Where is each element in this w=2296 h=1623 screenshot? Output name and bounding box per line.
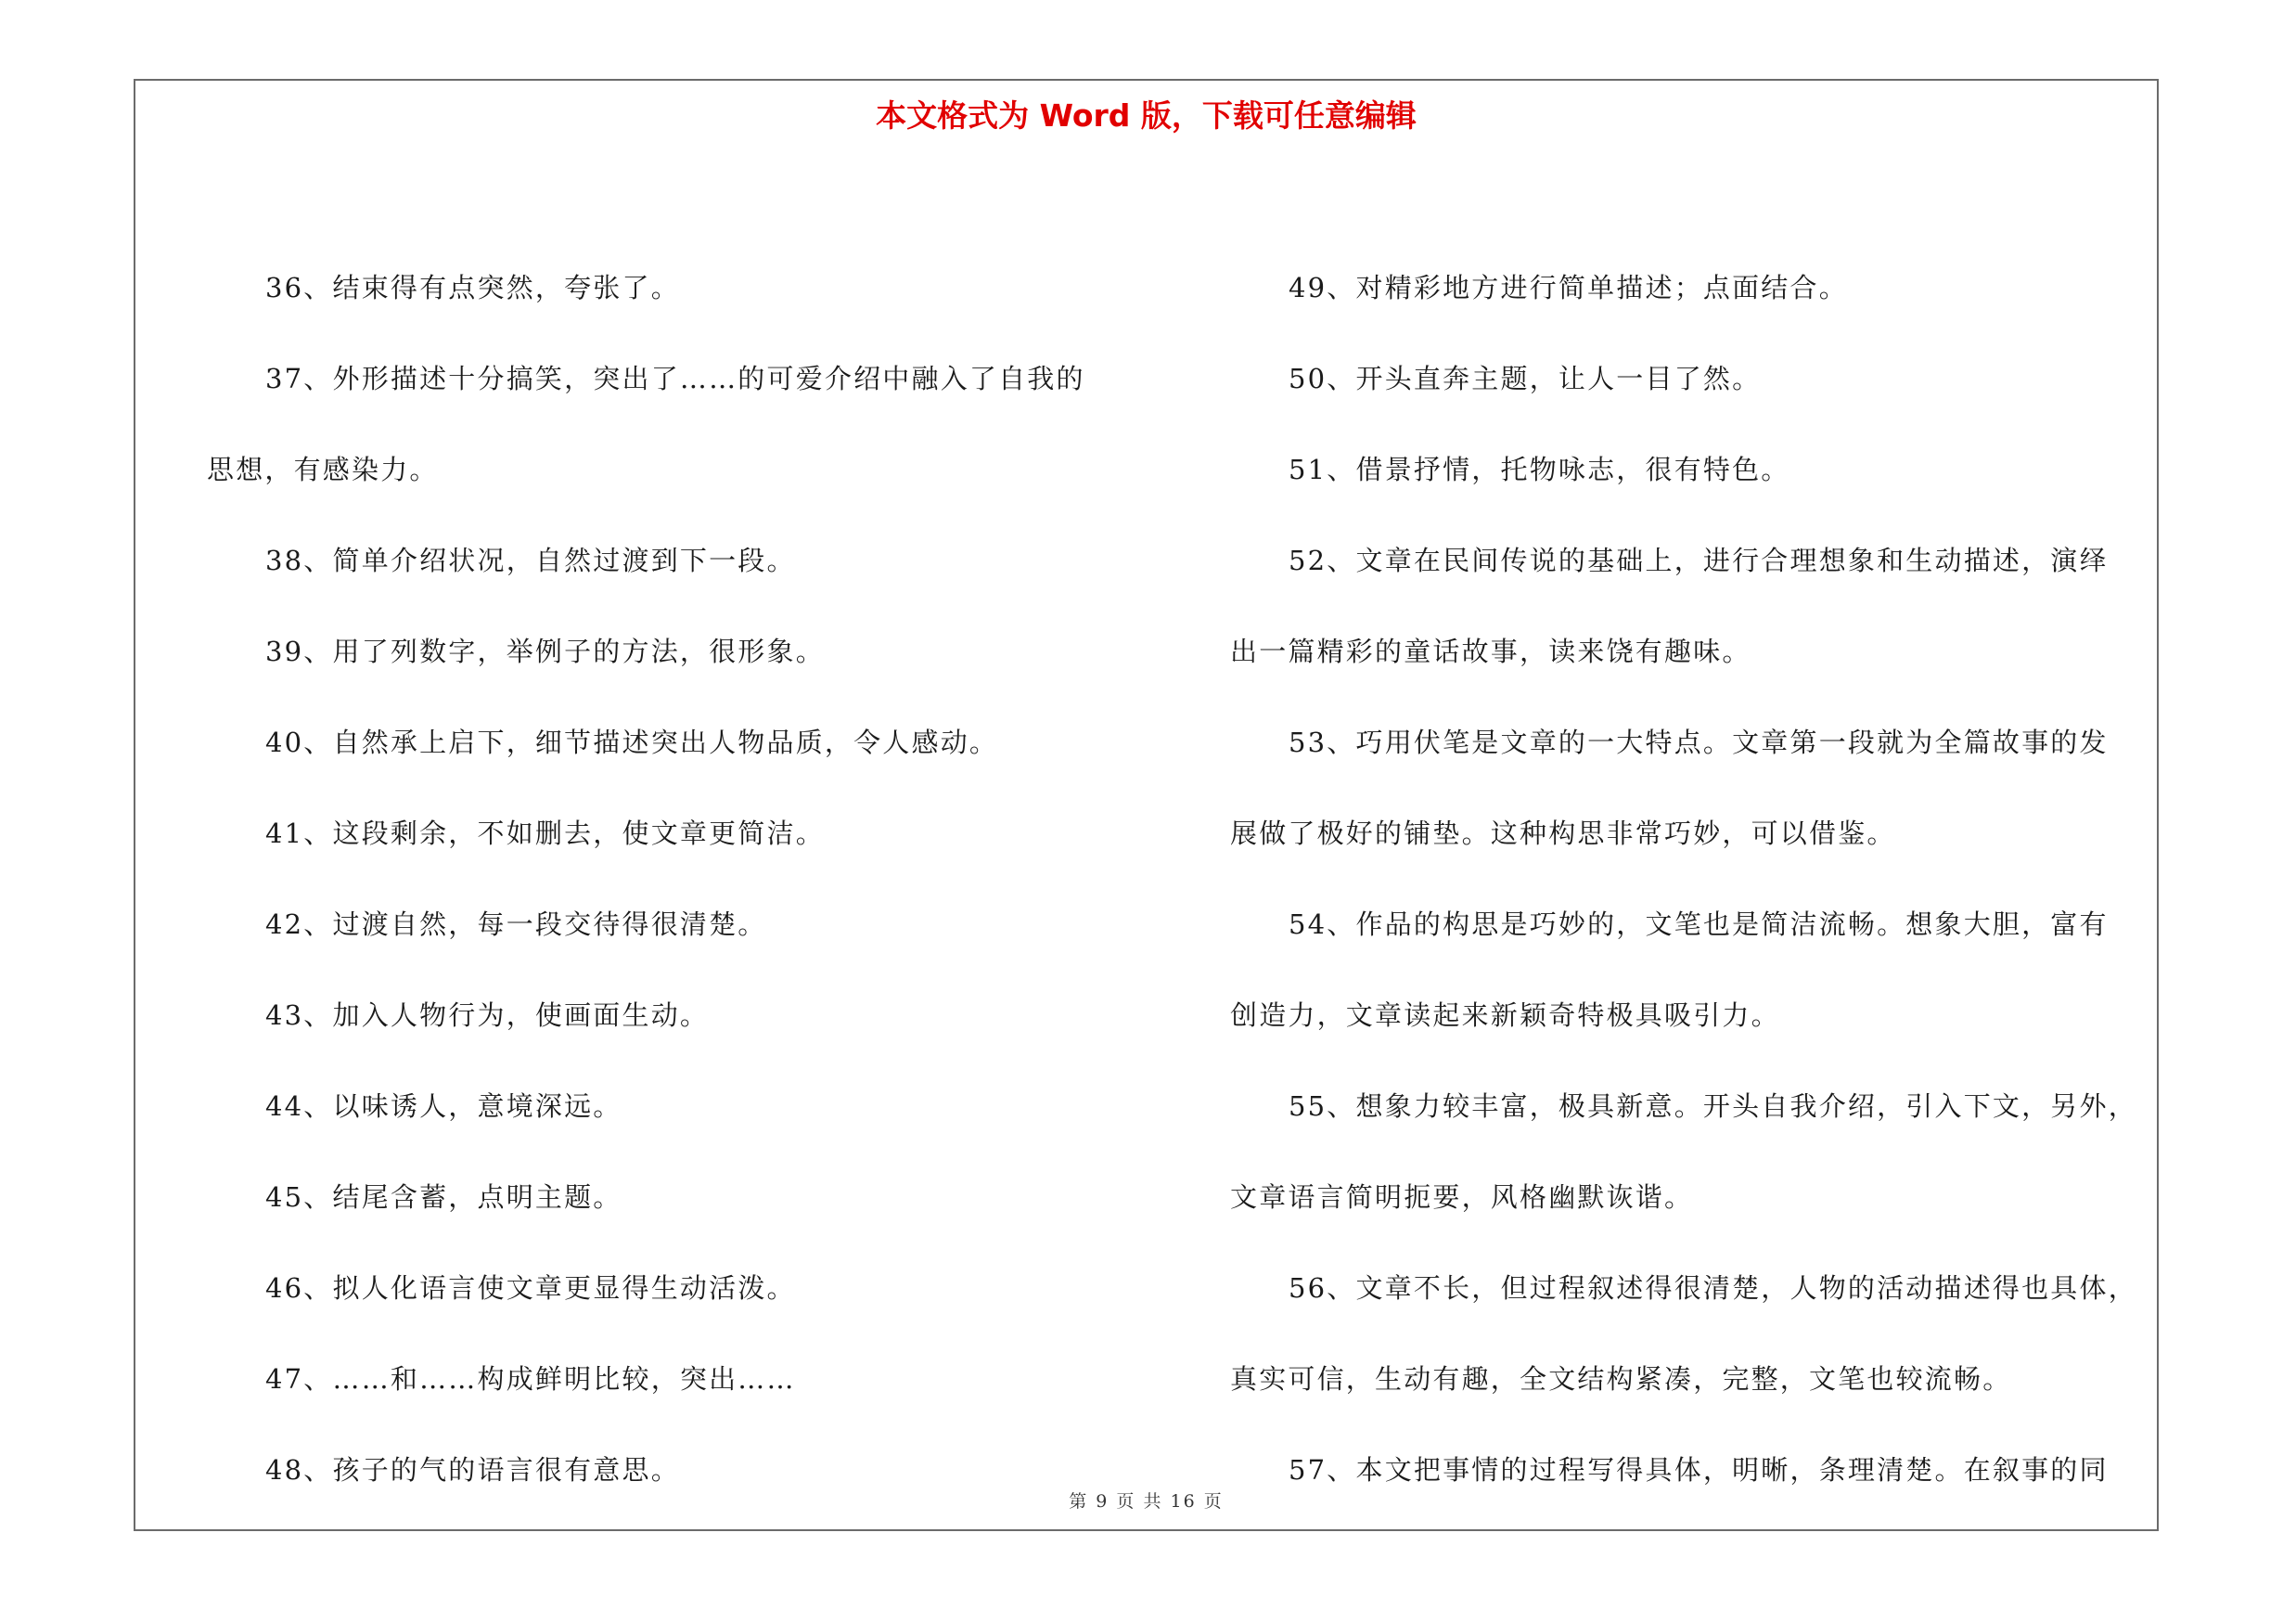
comment-line: 55、想象力较丰富，极具新意。开头自我介绍，引入下文，另外，: [1289, 1090, 2137, 1122]
comment-line: 45、结尾含蓄，点明主题。: [265, 1181, 622, 1213]
comment-item: [207, 606, 1135, 697]
comment-line: 42、过渡自然，每一段交待得很清楚。: [265, 908, 767, 940]
right-column: [1230, 242, 2148, 1515]
comment-line-continued: 展做了极好的铺垫。这种构思非常巧妙，可以借鉴。: [1230, 818, 1896, 849]
comment-item: [1230, 1061, 2148, 1243]
comment-item: [1230, 242, 2148, 333]
comment-line: 44、以味诱人，意境深远。: [265, 1090, 622, 1122]
comment-item: [207, 697, 1135, 788]
comment-line: 36、结束得有点突然，夸张了。: [265, 272, 680, 303]
comment-line: 57、本文把事情的过程写得具体，明晰，条理清楚。在叙事的同: [1289, 1454, 2109, 1486]
page-number: 第 9 页 共 16 页: [1069, 1491, 1224, 1512]
comment-item: [207, 1333, 1135, 1424]
comment-line: 37、外形描述十分搞笑，突出了……的可爱介绍中融入了自我的: [265, 363, 1085, 394]
comment-line-continued: 出一篇精彩的童话故事，读来饶有趣味。: [1230, 636, 1751, 667]
comment-line: 41、这段剩余，不如删去，使文章更简洁。: [265, 818, 825, 849]
comment-item: [207, 333, 1135, 515]
page-frame: [134, 79, 2159, 1531]
comment-item: [207, 788, 1135, 879]
comment-line-continued: 思想，有感染力。: [207, 454, 439, 485]
format-banner: 本文格式为 Word 版，下载可任意编辑: [876, 97, 1417, 134]
comment-item: [1230, 515, 2148, 697]
comment-line: 49、对精彩地方进行简单描述；点面结合。: [1289, 272, 1848, 303]
comment-item: [207, 1152, 1135, 1243]
comment-line: 47、……和……构成鲜明比较，突出……: [265, 1363, 796, 1395]
comment-item: [1230, 697, 2148, 879]
comment-line-continued: 文章语言简明扼要，风格幽默诙谐。: [1230, 1181, 1694, 1213]
comment-line: 48、孩子的气的语言很有意思。: [265, 1454, 680, 1486]
comment-item: [207, 1061, 1135, 1152]
comment-line: 38、简单介绍状况，自然过渡到下一段。: [265, 545, 796, 576]
comment-line: 51、借景抒情，托物咏志，很有特色。: [1289, 454, 1790, 485]
comment-item: [207, 242, 1135, 333]
comment-line-continued: 真实可信，生动有趣，全文结构紧凑，完整，文笔也较流畅。: [1230, 1363, 2012, 1395]
comment-item: [207, 879, 1135, 970]
comment-line: 56、文章不长，但过程叙述得很清楚，人物的活动描述得也具体，: [1289, 1272, 2137, 1304]
comment-line: 52、文章在民间传说的基础上，进行合理想象和生动描述，演绎: [1289, 545, 2109, 576]
comment-item: [207, 970, 1135, 1061]
comment-line: 50、开头直奔主题，让人一目了然。: [1289, 363, 1762, 394]
comment-item: [207, 515, 1135, 606]
comment-item: [1230, 1243, 2148, 1424]
comment-line: 46、拟人化语言使文章更显得生动活泼。: [265, 1272, 796, 1304]
comment-line-continued: 创造力，文章读起来新颖奇特极具吸引力。: [1230, 999, 1780, 1031]
comment-line: 54、作品的构思是巧妙的，文笔也是简洁流畅。想象大胆，富有: [1289, 908, 2109, 940]
left-column: [207, 242, 1135, 1515]
comment-item: [1230, 333, 2148, 424]
comment-item: [207, 1243, 1135, 1333]
comment-line: 39、用了列数字，举例子的方法，很形象。: [265, 636, 825, 667]
comment-line: 43、加入人物行为，使画面生动。: [265, 999, 710, 1031]
comment-item: [1230, 879, 2148, 1061]
comment-line: 53、巧用伏笔是文章的一大特点。文章第一段就为全篇故事的发: [1289, 727, 2109, 758]
comment-line: 40、自然承上启下，细节描述突出人物品质，令人感动。: [265, 727, 999, 758]
comment-item: [1230, 424, 2148, 515]
